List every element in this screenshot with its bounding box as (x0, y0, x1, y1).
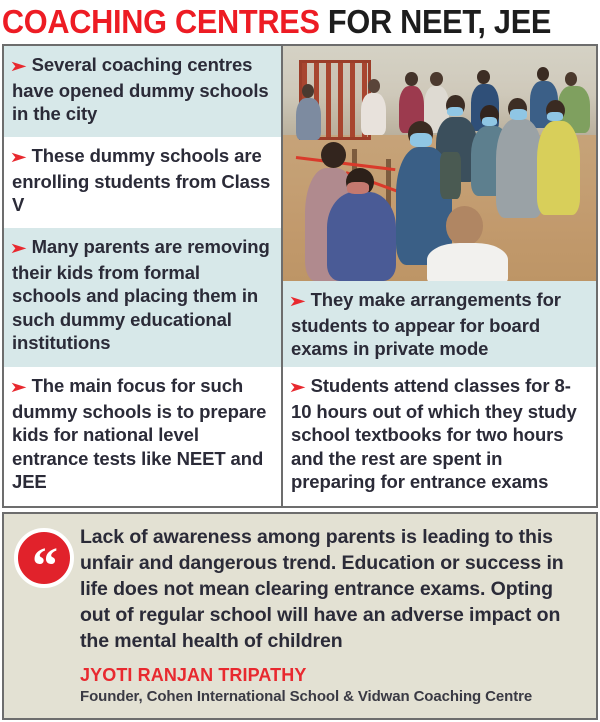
fact-item (4, 228, 281, 367)
photo-background (283, 46, 596, 281)
quote-text: Lack of awareness among parents is leading to this unfair and dangerous trend. Education or success in life does not mean clearing entrance exams. Opting out of regular school will have an adverse impact on the mental health of children (80, 526, 564, 652)
bullet-arrow-icon: ➤ (289, 380, 306, 395)
photo-person (537, 67, 550, 81)
fact-text: Many parents are removing their kids from formal schools and placing them in such dummy educational institutions (12, 236, 270, 353)
fact-text: These dummy schools are enrolling students from Class V (12, 145, 271, 215)
photo-person (427, 243, 508, 281)
photo-face-mask (482, 117, 498, 126)
fact-item (4, 46, 281, 137)
page-title (0, 0, 600, 44)
page-title-secondary: FOR NEET, JEE (327, 3, 552, 40)
photo-backpack (440, 152, 462, 199)
fact-text: They make arrangements for students to appear for board exams in private mode (291, 289, 561, 359)
quote-author: JYOTI RANJAN TRIPATHY (80, 665, 307, 685)
photo-face-mask (547, 112, 563, 121)
facts-column-left (4, 46, 283, 506)
quote-panel (2, 512, 598, 720)
bullet-arrow-icon: ➤ (10, 241, 27, 256)
page-title-primary: COACHING CENTRES (1, 3, 320, 40)
bullet-arrow-icon: ➤ (10, 380, 27, 395)
fact-item (283, 367, 596, 506)
photo-person (296, 98, 321, 140)
photo-person (477, 70, 490, 84)
quote-mark-wrapper (14, 524, 72, 710)
quote-author-role: Founder, Cohen International School & Vidwan Coaching Centre (80, 688, 533, 705)
fact-text: Students attend classes for 8-10 hours out of which they study school textbooks for two hours and the rest are spent in preparing for entrance exams (291, 375, 577, 492)
facts-column-right (283, 46, 596, 506)
fact-item (283, 281, 596, 367)
photo-person (368, 79, 381, 93)
photo-person (537, 121, 581, 215)
photo-person (446, 206, 484, 246)
photo-person (327, 192, 396, 281)
photo-face-mask (510, 109, 527, 120)
bullet-arrow-icon: ➤ (10, 150, 27, 165)
fact-item (4, 137, 281, 228)
photo-face-mask (447, 107, 463, 116)
quote-icon: “ (14, 528, 74, 588)
photo-person (405, 72, 418, 86)
photo-person (496, 119, 543, 218)
photo-person (565, 72, 578, 86)
exam-queue-photo (283, 46, 596, 281)
photo-person (321, 142, 346, 168)
photo-face-mask (347, 182, 369, 194)
photo-face-mask (410, 133, 432, 147)
photo-person (430, 72, 443, 86)
fact-text: Several coaching centres have opened dummy schools in the city (12, 54, 269, 124)
quote-body (72, 524, 586, 710)
facts-panel (2, 44, 598, 508)
bullet-arrow-icon: ➤ (289, 294, 306, 309)
photo-person (361, 93, 386, 135)
bullet-arrow-icon: ➤ (10, 59, 27, 74)
photo-person (302, 84, 315, 98)
fact-text: The main focus for such dummy schools is to prepare kids for national level entrance tests like NEET and JEE (12, 375, 267, 492)
fact-item (4, 367, 281, 506)
facts-columns (4, 46, 596, 506)
